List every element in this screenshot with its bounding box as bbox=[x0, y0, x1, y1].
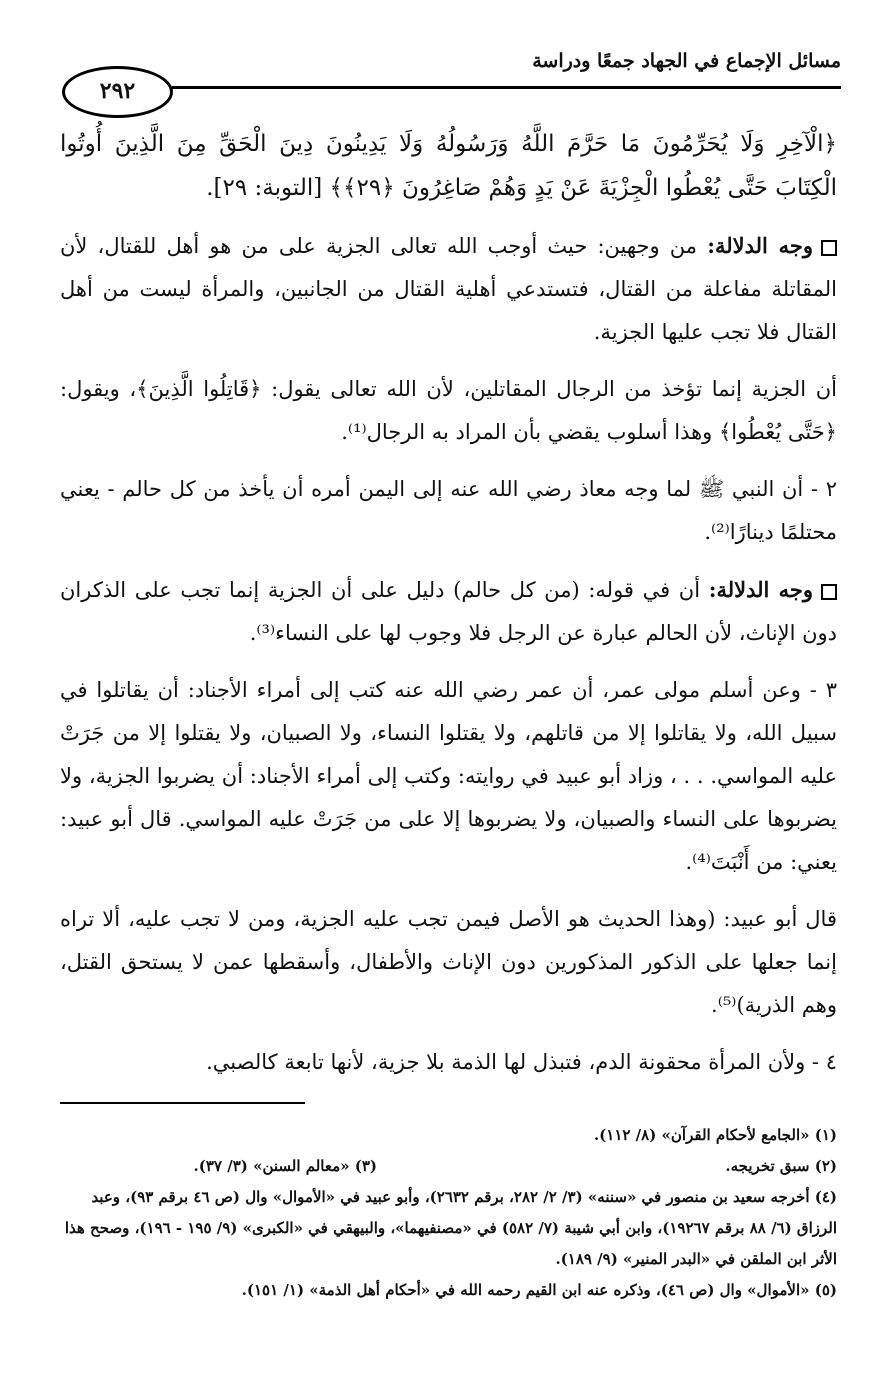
paragraph-text: ٢ - أن النبي ﷺ لما وجه معاذ رضي الله عنه إلى اليمن أمره أن يأخذ من كل حالم - يعني محتلمًا دينارًا⁽²⁾. bbox=[60, 477, 837, 544]
paragraph-text: ﴿الْآخِرِ وَلَا يُحَرِّمُونَ مَا حَرَّمَ اللَّهُ وَرَسُولُهُ وَلَا يَدِينُونَ دِينَ الْحَقِّ مِنَ الَّذِينَ أُوتُوا الْكِتَابَ حَتَّى يُعْطُوا الْجِزْيَةَ عَنْ يَدٍ وَهُمْ صَاغِرُونَ ﴿٢٩﴾﴾ [التوبة: ٢٩]. bbox=[60, 131, 837, 201]
footnote: (٥) «الأموال» وال (ص ٤٦)، وذكره عنه ابن القيم رحمه الله في «أحكام أهل الذمة» (١/ ١٥١). bbox=[241, 1281, 837, 1299]
footnote-separator bbox=[60, 1102, 305, 1104]
paragraph-text: قال أبو عبيد: (وهذا الحديث هو الأصل فيمن تجب عليه الجزية، ومن لا تجب عليه، ألا تراه إنما جعلها على الذكور المذكورين دون الإناث والأطفال، وأسقطها عمن لا يستحق القتل، وهم الذرية)⁽⁵⁾. bbox=[60, 907, 837, 1017]
paragraph-text: من وجهين: حيث أوجب الله تعالى الجزية على من هو أهل للقتال، لأن المقاتلة مفاعلة من القتال، فتستدعي أهلية القتال من الجانبين، والمرأة ليست من أهل القتال فلا تجب عليها الجزية. bbox=[60, 234, 837, 344]
paragraph-text: ٣ - وعن أسلم مولى عمر، أن عمر رضي الله عنه كتب إلى أمراء الأجناد: أن يقاتلوا في سبيل الله، ولا يقاتلوا إلا من قاتلهم، ولا يقتلوا النساء، ولا الصبيان، ولا يقتلوا إلا من جَرَتْ عليه المواسي. . . ، وزاد أبو عبيد في روايته: وكتب إلى أمراء الأجناد: أن يضربوا الجزية، ولا يضربوها على النساء والصبيان، ولا يضربوها إلا على من جَرَتْ عليه المواسي. قال أبو عبيد: يعني: من أَنْبَتَ⁽⁴⁾. bbox=[60, 678, 837, 874]
paragraph bbox=[60, 568, 837, 655]
footnote: (٤) أخرجه سعيد بن منصور في «سننه» (٣/ ٢/ ٢٨٢، برقم ٢٦٣٢)، وأبو عبيد في «الأموال» وال (ص ٤٦ برقم ٩٣)، وعبد الرزاق (٦/ ٨٨ برقم ١٩٢٦٧)، وابن أبي شيبة (٧/ ٥٨٢) في «مصنفيهما»، والبيهقي في «الكبرى» (٩/ ١٩٥ - ١٩٦)، وصحح هذا الأثر ابن الملقن في «البدر المنير» (٩/ ١٨٩). bbox=[64, 1188, 837, 1268]
paragraph-text: أن الجزية إنما تؤخذ من الرجال المقاتلين، لأن الله تعالى يقول: ﴿قَاتِلُوا الَّذِينَ﴾، ويقول: ﴿حَتَّى يُعْطُوا﴾ وهذا أسلوب يقضي بأن المراد به الرجال⁽¹⁾. bbox=[60, 377, 837, 444]
square-bullet-icon bbox=[821, 240, 837, 256]
footnote: (٢) سبق تخريجه. bbox=[725, 1157, 837, 1175]
page-header bbox=[62, 44, 841, 104]
footnotes bbox=[60, 1120, 837, 1306]
paragraph bbox=[60, 898, 837, 1027]
square-bullet-icon bbox=[821, 584, 837, 600]
paragraph-text: ٤ - ولأن المرأة محقونة الدم، فتبذل لها الذمة بلا جزية، لأنها تابعة كالصبي. bbox=[206, 1050, 837, 1074]
footnote: (٣) «معالم السنن» (٣/ ٣٧). bbox=[193, 1157, 377, 1175]
paragraph-lead: وجه الدلالة: bbox=[707, 233, 813, 258]
paragraph-lead: وجه الدلالة: bbox=[708, 577, 813, 602]
paragraph-text: أن في قوله: (من كل حالم) دليل على أن الجزية إنما تجب على الذكران دون الإناث، لأن الحالم عبارة عن الرجل فلا وجوب لها على النساء⁽³⁾. bbox=[60, 578, 837, 645]
page-number: ٢٩٢ bbox=[62, 66, 173, 118]
paragraph bbox=[60, 224, 837, 354]
main-text bbox=[60, 122, 837, 1098]
paragraph bbox=[60, 368, 837, 454]
paragraph bbox=[60, 1041, 837, 1084]
running-title: مسائل الإجماع في الجهاد جمعًا ودراسة bbox=[532, 50, 841, 72]
footnote-row bbox=[60, 1151, 837, 1182]
quran-verse bbox=[60, 122, 837, 210]
paragraph bbox=[60, 669, 837, 884]
paragraph bbox=[60, 468, 837, 554]
header-rule bbox=[172, 86, 841, 89]
footnote: (١) «الجامع لأحكام القرآن» (٨/ ١١٢). bbox=[593, 1126, 837, 1144]
